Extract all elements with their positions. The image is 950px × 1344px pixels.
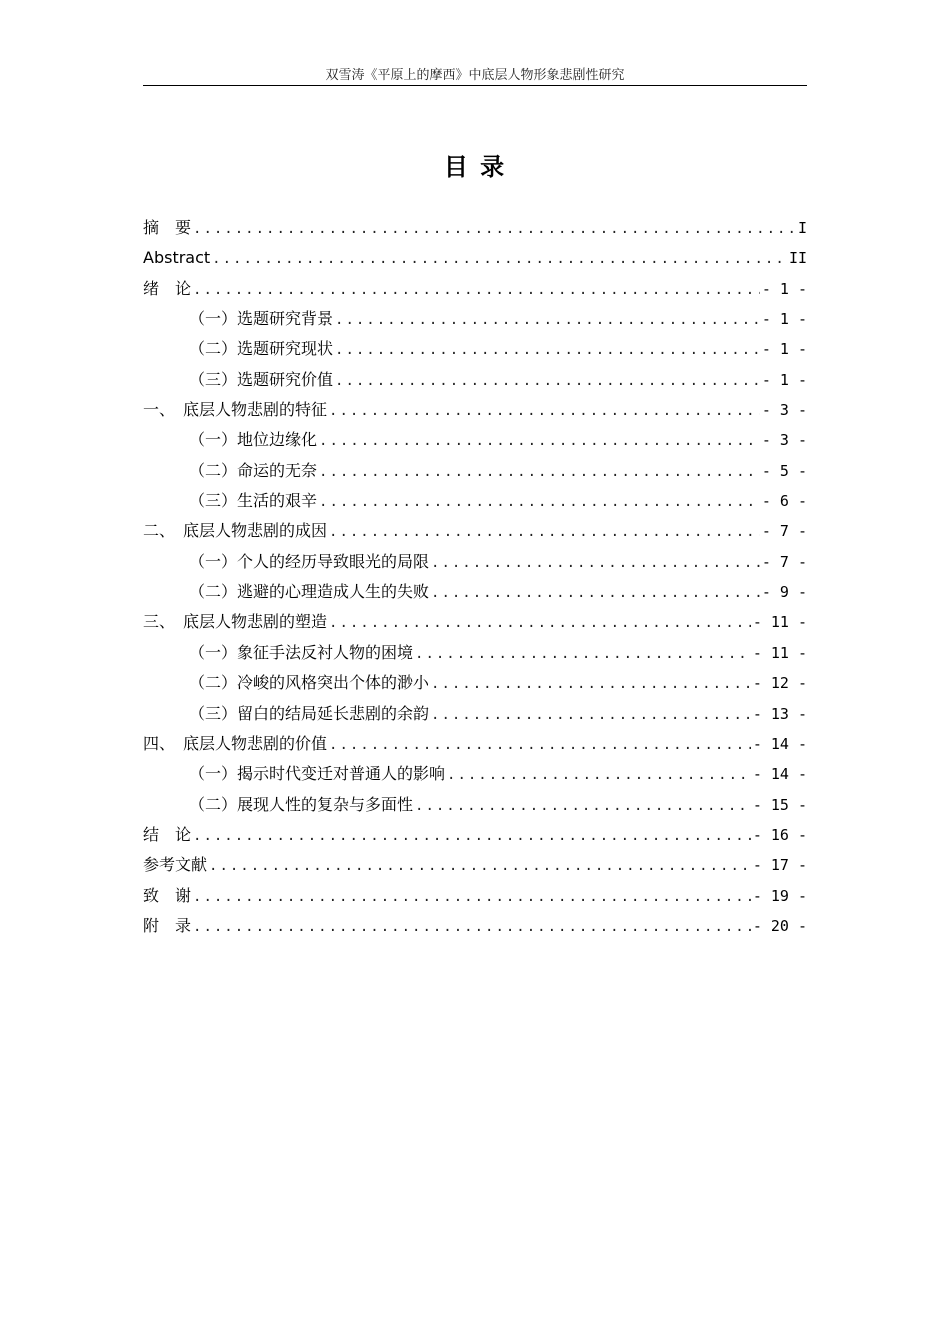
toc-entry[interactable]: [143, 759, 807, 789]
toc-leader-dots: [193, 912, 751, 941]
toc-entry-label: 摘 要: [143, 218, 192, 237]
toc-entry-label: （一）象征手法反衬人物的困境: [189, 642, 414, 662]
toc-leader-dots: [193, 882, 751, 911]
toc-entry[interactable]: [143, 334, 807, 364]
toc-entry-page: - 7 -: [761, 522, 807, 541]
toc-entry-page: - 9 -: [761, 583, 807, 602]
toc-entry[interactable]: [143, 638, 807, 668]
toc-entry-label: Abstract: [143, 248, 211, 268]
toc-entry-page: - 3 -: [761, 431, 807, 450]
toc-entry-page: - 1 -: [761, 310, 807, 329]
toc-entry[interactable]: [143, 911, 807, 941]
toc-entry[interactable]: [143, 425, 807, 455]
toc-leader-dots: [415, 639, 751, 668]
toc-entry-page: I: [797, 219, 807, 237]
toc-leader-dots: [319, 487, 760, 516]
toc-entry-label: 结 论: [143, 824, 192, 844]
toc-leader-dots: [431, 700, 751, 729]
toc-entry-label: （一）个人的经历导致眼光的局限: [189, 551, 430, 571]
toc-leader-dots: [335, 366, 760, 395]
toc-entry-label: （二）选题研究现状: [189, 339, 334, 359]
toc-leader-dots: [193, 214, 796, 243]
toc-entry[interactable]: [143, 668, 807, 698]
toc-leader-dots: [335, 335, 760, 364]
toc-entry-label: 三、 底层人物悲剧的塑造: [143, 612, 328, 632]
toc-entry-label: （一）揭示时代变迁对普通人的影响: [189, 764, 446, 784]
toc-entry-page: - 14 -: [752, 734, 807, 753]
toc-entry-page: - 7 -: [761, 552, 807, 571]
toc-entry-page: II: [788, 249, 807, 268]
toc-entry[interactable]: [143, 729, 807, 759]
toc-leader-dots: [335, 305, 760, 334]
toc-entry-label: 致 谢: [143, 885, 192, 905]
toc-leader-dots: [447, 760, 751, 789]
toc-leader-dots: [431, 548, 760, 577]
toc-entry[interactable]: [143, 304, 807, 334]
toc-entry-page: - 11 -: [752, 613, 807, 632]
toc-entry[interactable]: [143, 213, 807, 243]
toc-leader-dots: [209, 851, 751, 880]
toc-entry-label: （二）逃避的心理造成人生的失败: [189, 582, 430, 602]
toc-entry[interactable]: [143, 516, 807, 546]
toc-entry-label: （一）地位边缘化: [189, 430, 318, 450]
toc-entry[interactable]: [143, 486, 807, 516]
toc-entry[interactable]: [143, 607, 807, 637]
toc-entry[interactable]: [143, 790, 807, 820]
toc-entry-page: - 1 -: [761, 279, 807, 298]
toc-entry-page: - 5 -: [761, 461, 807, 480]
toc-leader-dots: [431, 578, 760, 607]
toc-entry-label: （一）选题研究背景: [189, 309, 334, 329]
toc-entry-label: （二）命运的无奈: [189, 460, 318, 480]
toc-entry[interactable]: [143, 274, 807, 304]
toc-entry[interactable]: [143, 456, 807, 486]
toc-leader-dots: [431, 669, 751, 698]
toc-leader-dots: [193, 821, 751, 850]
toc-leader-dots: [329, 396, 760, 425]
toc-entry-label: 四、 底层人物悲剧的价值: [143, 733, 328, 753]
toc-leader-dots: [319, 457, 760, 486]
toc-leader-dots: [329, 730, 751, 759]
header-rule: [143, 85, 807, 86]
toc-entry-label: 二、 底层人物悲剧的成因: [143, 521, 328, 541]
toc-entry[interactable]: [143, 547, 807, 577]
toc-entry[interactable]: [143, 395, 807, 425]
toc-entry-page: - 14 -: [752, 765, 807, 784]
table-of-contents: [143, 213, 807, 941]
toc-leader-dots: [329, 517, 760, 546]
toc-leader-dots: [319, 426, 760, 455]
toc-entry-label: （三）生活的艰辛: [189, 491, 318, 511]
toc-entry-page: - 1 -: [761, 370, 807, 389]
running-header: 双雪涛《平原上的摩西》中底层人物形象悲剧性研究: [325, 68, 625, 83]
toc-entry-page: - 12 -: [752, 674, 807, 693]
toc-entry-page: - 15 -: [752, 795, 807, 814]
toc-entry[interactable]: [143, 243, 807, 273]
toc-entry-label: （二）冷峻的风格突出个体的渺小: [189, 673, 430, 693]
toc-leader-dots: [329, 608, 751, 637]
toc-entry-label: （三）留白的结局延长悲剧的余韵: [189, 703, 430, 723]
toc-entry-page: - 16 -: [752, 825, 807, 844]
toc-entry-page: - 13 -: [752, 704, 807, 723]
toc-leader-dots: [212, 244, 787, 273]
toc-entry-label: 参考文献: [143, 855, 208, 875]
toc-entry[interactable]: [143, 881, 807, 911]
toc-entry[interactable]: [143, 365, 807, 395]
toc-entry-page: - 11 -: [752, 643, 807, 662]
toc-entry[interactable]: [143, 820, 807, 850]
toc-entry-page: - 1 -: [761, 340, 807, 359]
toc-title: 目 录: [443, 153, 507, 181]
toc-entry-label: （二）展现人性的复杂与多面性: [189, 794, 414, 814]
toc-entry[interactable]: [143, 699, 807, 729]
toc-leader-dots: [415, 791, 751, 820]
toc-entry-label: 一、 底层人物悲剧的特征: [143, 400, 328, 420]
toc-entry[interactable]: [143, 577, 807, 607]
toc-leader-dots: [193, 275, 760, 304]
toc-entry-page: - 19 -: [752, 886, 807, 905]
toc-entry-page: - 17 -: [752, 856, 807, 875]
toc-entry-page: - 6 -: [761, 492, 807, 511]
toc-entry-label: 绪 论: [143, 278, 192, 298]
toc-entry[interactable]: [143, 850, 807, 880]
toc-entry-label: （三）选题研究价值: [189, 369, 334, 389]
toc-entry-page: - 20 -: [752, 916, 807, 935]
toc-entry-label: 附 录: [143, 915, 192, 935]
toc-entry-page: - 3 -: [761, 401, 807, 420]
